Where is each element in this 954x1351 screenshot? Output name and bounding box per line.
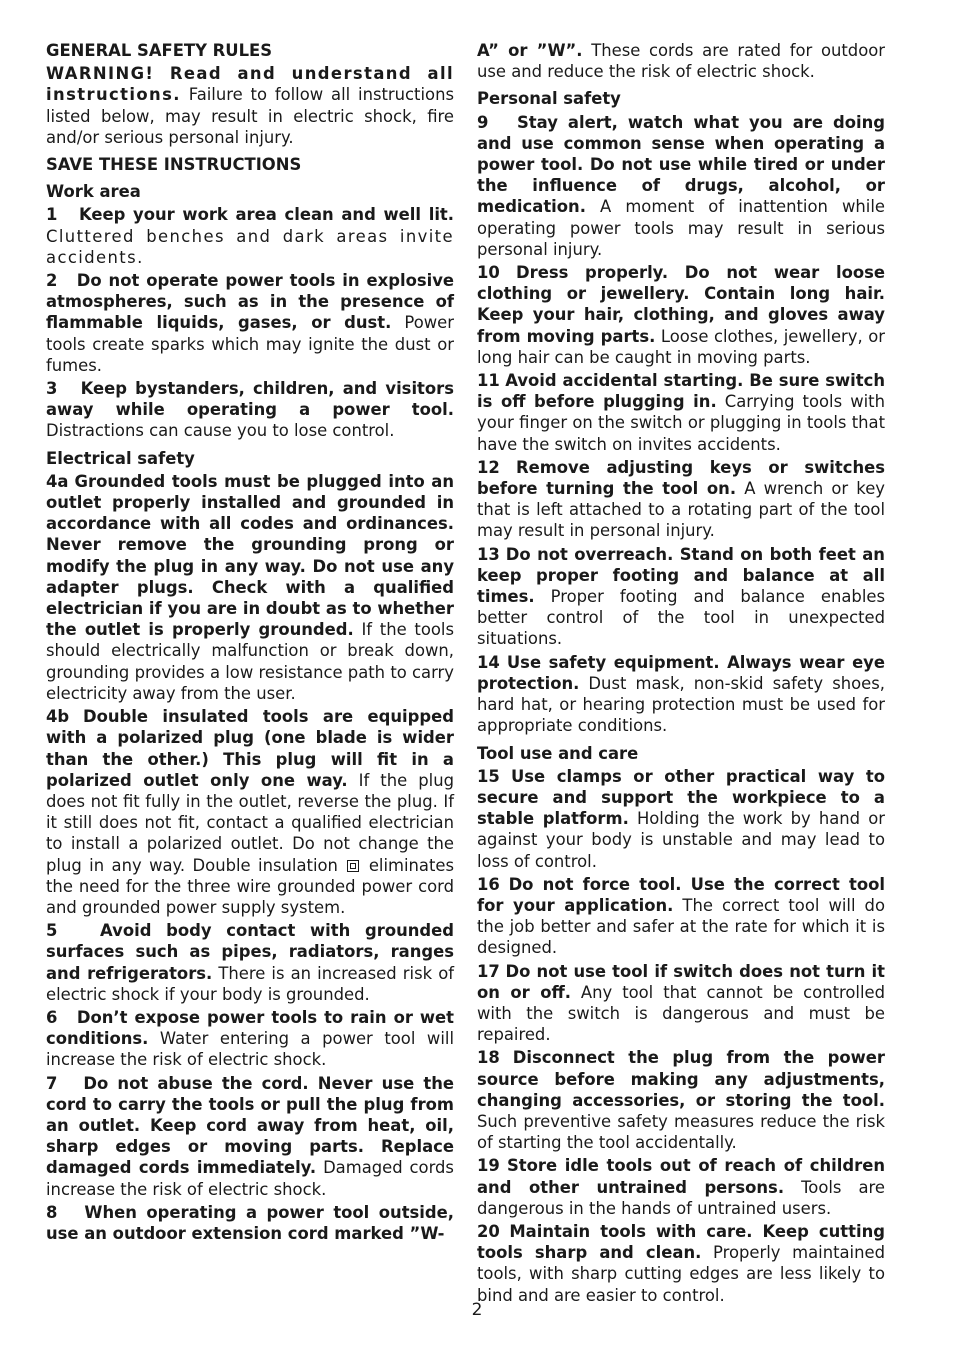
rule-number: 10 — [477, 263, 500, 283]
rule-17 — [477, 961, 885, 1046]
rule-bold: Avoid accidental starting. Be sure switch is off before plugging in. — [477, 371, 886, 412]
rule-bold: Use safety equipment. Always wear eye protection. — [477, 652, 885, 693]
rule-4a — [46, 471, 454, 704]
rule-number: 13 — [477, 544, 500, 564]
rule-number: 16 — [477, 874, 500, 894]
rule-number: 9 — [477, 112, 489, 132]
rule-20 — [477, 1221, 885, 1306]
rule-number: 17 — [477, 961, 500, 981]
rule-1 — [46, 204, 454, 268]
rule-13 — [477, 544, 885, 650]
rule-10 — [477, 262, 885, 368]
rule-bold: Maintain tools with care. Keep cutting tools sharp and clean. — [477, 1221, 885, 1263]
rule-text: Any tool that cannot be controlled with the switch is dangerous and must be repaired. — [477, 982, 886, 1045]
left-column — [46, 40, 454, 1246]
rule-bold: Remove adjusting keys or switches before turning the tool on. — [477, 457, 885, 499]
rule-12 — [477, 457, 885, 542]
rule-text: Carrying tools with your finger on the switch or plugging in tools that have the switch on invites accidents. — [477, 392, 885, 454]
rule-number: 4a — [46, 471, 69, 491]
rule-bold: Dress properly. Do not wear loose clothing or jewellery. Contain long hair. Keep your hair, clothing, and gloves away from moving parts. — [477, 263, 885, 346]
rule-bold: Double insulated tools are equipped with a polarized plug (one blade is wider than the other.) This plug will fit in a polarized outlet only one way. — [46, 707, 454, 790]
rule-19 — [477, 1155, 885, 1219]
rule-bold: Use clamps or other practical way to secure and support the workpiece to a stable platform. — [477, 766, 885, 829]
rule-3 — [46, 378, 454, 442]
rule-bold: Do not overreach. Stand on both feet an keep proper footing and balance at all times. — [477, 544, 885, 607]
rule-text: A moment of inattention while operating power tools may result in serious personal injury. — [477, 197, 885, 259]
rule-4b — [46, 706, 454, 918]
rule-7 — [46, 1073, 454, 1200]
rule-number: 11 — [477, 371, 500, 391]
rule-text: Water entering a power tool will increase the risk of electric shock. — [46, 1029, 454, 1070]
rule-bold: Stay alert, watch what you are doing and use common sense when operating a power tool. Do not use while tired or under the influence of drugs, alcohol, or medication. — [477, 112, 885, 217]
tool-use-title: Tool use and care — [477, 743, 639, 763]
rule-bold: Don’t expose power tools to rain or wet conditions. — [46, 1007, 454, 1049]
rule-8 — [46, 1202, 454, 1244]
rule-bold: Keep bystanders, children, and visitors away while operating a power tool. — [46, 379, 454, 420]
rule-text: Cluttered benches and dark areas invite accidents. — [46, 226, 454, 267]
rule-number: 6 — [46, 1007, 58, 1027]
rule-2 — [46, 270, 454, 376]
rule-number: 3 — [46, 379, 58, 399]
rule-number: 15 — [477, 766, 500, 786]
rule-9 — [477, 112, 885, 260]
rule-text-continued: eliminates the need for the three wire grounded power cord and grounded power supply system. — [46, 855, 455, 917]
rule-18 — [477, 1047, 885, 1153]
rule-number: 4b — [46, 707, 70, 727]
rule-number: 1 — [46, 205, 58, 225]
rule-text: Power tools create sparks which may ignite the dust or fumes. — [46, 313, 454, 375]
warning-bold: WARNING! Read and understand all instructions. — [46, 64, 454, 105]
work-area-title: Work area — [46, 182, 141, 202]
rule-text: If the plug does not fit fully in the outlet, reverse the plug. If it still does not fit, contact a qualified electrician to install a polarized outlet. Do not change the plug in any way. Double insulation — [46, 770, 454, 875]
save-instructions-title: SAVE THESE INSTRUCTIONS — [46, 155, 302, 175]
rule-text: Tools are dangerous in the hands of untrained users. — [477, 1177, 885, 1218]
rule-text: These cords are rated for outdoor use and reduce the risk of electric shock. — [477, 41, 885, 82]
rule-text: Damaged cords increase the risk of electric shock. — [46, 1158, 454, 1199]
rule-bold: Do not use tool if switch does not turn it on or off. — [477, 961, 886, 1002]
rule-text: Holding the work by hand or against your body is unstable and may lead to loss of control. — [477, 809, 885, 871]
rule-text: A wrench or key that is left attached to a rotating part of the tool may result in personal injury. — [477, 479, 885, 541]
rule-text: If the tools should electrically malfunction or break down, grounding provides a low resistance path to carry electricity away from the user. — [46, 620, 454, 703]
rule-text: Proper footing and balance enables better control of the tool in unexpected situations. — [477, 587, 885, 649]
rule-15 — [477, 766, 885, 872]
electrical-safety-title: Electrical safety — [46, 448, 195, 468]
rule-number: 2 — [46, 271, 58, 291]
general-safety-title: GENERAL SAFETY RULES — [46, 41, 273, 60]
rule-number: 5 — [46, 921, 58, 941]
rule-bold: Do not abuse the cord. Never use the cord to carry the tools or pull the plug from an outlet. Keep cord away from heat, oil, sharp edges or moving parts. Replace damaged cords immediately. — [46, 1073, 454, 1178]
warning-paragraph — [46, 63, 454, 148]
rule-5 — [46, 920, 454, 1005]
rule-bold: Do not operate power tools in explosive atmospheres, such as in the presence of flammable liquids, gases, or dust. — [46, 271, 455, 333]
rule-bold: Avoid body contact with grounded surfaces such as pipes, radiators, ranges and refrigerators. — [46, 921, 454, 983]
rule-14 — [477, 652, 885, 737]
double-insulation-icon — [347, 860, 359, 872]
rule-text: Loose clothes, jewellery, or long hair can be caught in moving parts. — [477, 326, 885, 367]
rule-text: Dust mask, non-skid safety shoes, hard hat, or hearing protection must be used for appropriate conditions. — [477, 673, 885, 736]
personal-safety-title: Personal safety — [477, 89, 621, 109]
rule-number: 12 — [477, 457, 500, 477]
rule-bold: Disconnect the plug from the power source before making any adjustments, changing accessories, or storing the tool. — [477, 1048, 885, 1110]
rule-bold: Do not force tool. Use the correct tool for your application. — [477, 874, 885, 915]
rule-bold: Grounded tools must be plugged into an outlet properly installed and grounded in accordance with all codes and ordinances. Never remove the grounding prong or modify the plug in any way. Do not use any adapter plugs. Check with a qualified electrician if you are in doubt as to whether the outlet is properly grounded. — [46, 471, 454, 640]
rule-text: There is an increased risk of electric shock if your body is grounded. — [46, 963, 455, 1004]
warning-text: Failure to follow all instructions listed below, may result in electric shock, fire and/or serious personal injury. — [46, 85, 454, 147]
rule-text: Distractions can cause you to lose control. — [46, 421, 395, 441]
rule-bold: When operating a power tool outside, use an outdoor extension cord marked ”W- — [46, 1202, 454, 1243]
rule-text: Properly maintained tools, with sharp cutting edges are less likely to bind and are easier to control. — [477, 1243, 885, 1305]
rule-6 — [46, 1007, 454, 1071]
rule-number: 8 — [46, 1202, 58, 1222]
right-column — [477, 40, 885, 1308]
rule-text: Such preventive safety measures reduce the risk of starting the tool accidentally. — [477, 1111, 885, 1153]
rule-16 — [477, 874, 885, 959]
rule-11 — [477, 370, 885, 455]
page-number: 2 — [471, 1300, 483, 1320]
rule-bold: Keep your work area clean and well lit. — [78, 205, 454, 225]
rule-number: 14 — [477, 652, 500, 672]
rule-number: 7 — [46, 1073, 58, 1093]
rule-number: 18 — [477, 1048, 500, 1068]
rule-text: The correct tool will do the job better and safer at the rate for which it is designed. — [477, 895, 885, 958]
rule-8-continued — [477, 40, 885, 82]
rule-bold: A” or ”W”. — [477, 41, 583, 60]
rule-number: 20 — [477, 1221, 500, 1241]
rule-bold: Store idle tools out of reach of children and other untrained persons. — [477, 1156, 885, 1197]
rule-number: 19 — [477, 1156, 500, 1176]
